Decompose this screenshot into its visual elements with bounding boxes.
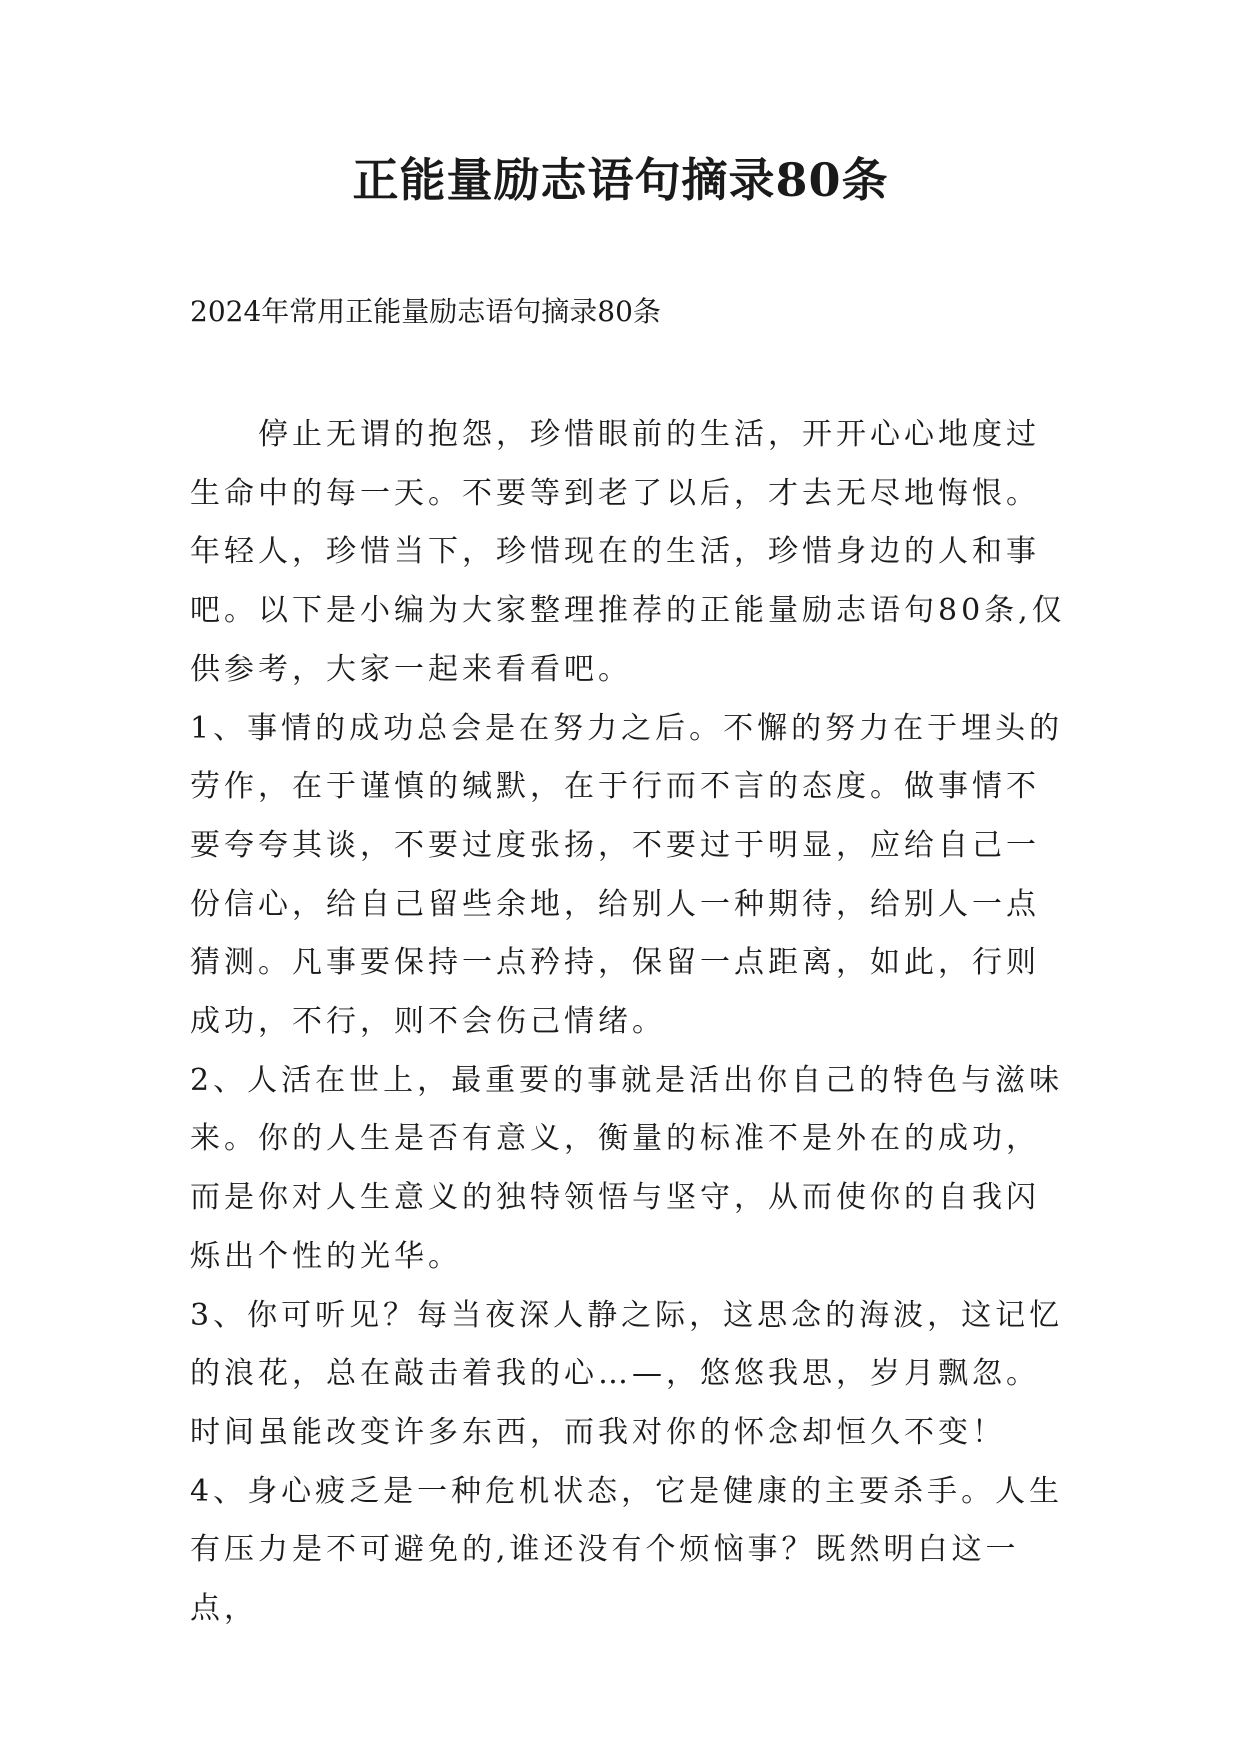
- quote-paragraph-4: 4、身心疲乏是一种危机状态，它是健康的主要杀手。人生有压力是不可避免的,谁还没有个烦恼事？既然明白这一点，: [190, 1473, 1064, 1627]
- quote-paragraph-2: 2、人活在世上，最重要的事就是活出你自己的特色与滋味来。你的人生是否有意义，衡量的标准不是外在的成功，而是你对人生意义的独特领悟与坚守，从而使你的自我闪烁出个性的光华。: [190, 1062, 1064, 1274]
- document-title: 正能量励志语句摘录80条: [352, 153, 889, 207]
- intro-paragraph: 停止无谓的抱怨，珍惜眼前的生活，开开心心地度过生命中的每一天。不要等到老了以后，才去无尽地悔恨。年轻人，珍惜当下，珍惜现在的生活，珍惜身边的人和事吧。以下是小编为大家整理推荐的正能量励志语句80条,仅供参考，大家一起来看看吧。: [190, 417, 1066, 687]
- document-body: [190, 406, 1070, 1639]
- quote-paragraph-1: 1、事情的成功总会是在努力之后。不懈的努力在于埋头的劳作，在于谨慎的缄默，在于行而不言的态度。做事情不要夸夸其谈，不要过度张扬，不要过于明显，应给自己一份信心，给自己留些余地，给别人一种期待，给别人一点猜测。凡事要保持一点矜持，保留一点距离，如此，行则成功，不行，则不会伤己情绪。: [190, 710, 1064, 1040]
- quote-paragraph-3: 3、你可听见？每当夜深人静之际，这思念的海波，这记忆的浪花，总在敲击着我的心…—，悠悠我思，岁月飘忽。时间虽能改变许多东西，而我对你的怀念却恒久不变！: [190, 1297, 1064, 1450]
- document-subtitle: 2024年常用正能量励志语句摘录80条: [190, 295, 661, 328]
